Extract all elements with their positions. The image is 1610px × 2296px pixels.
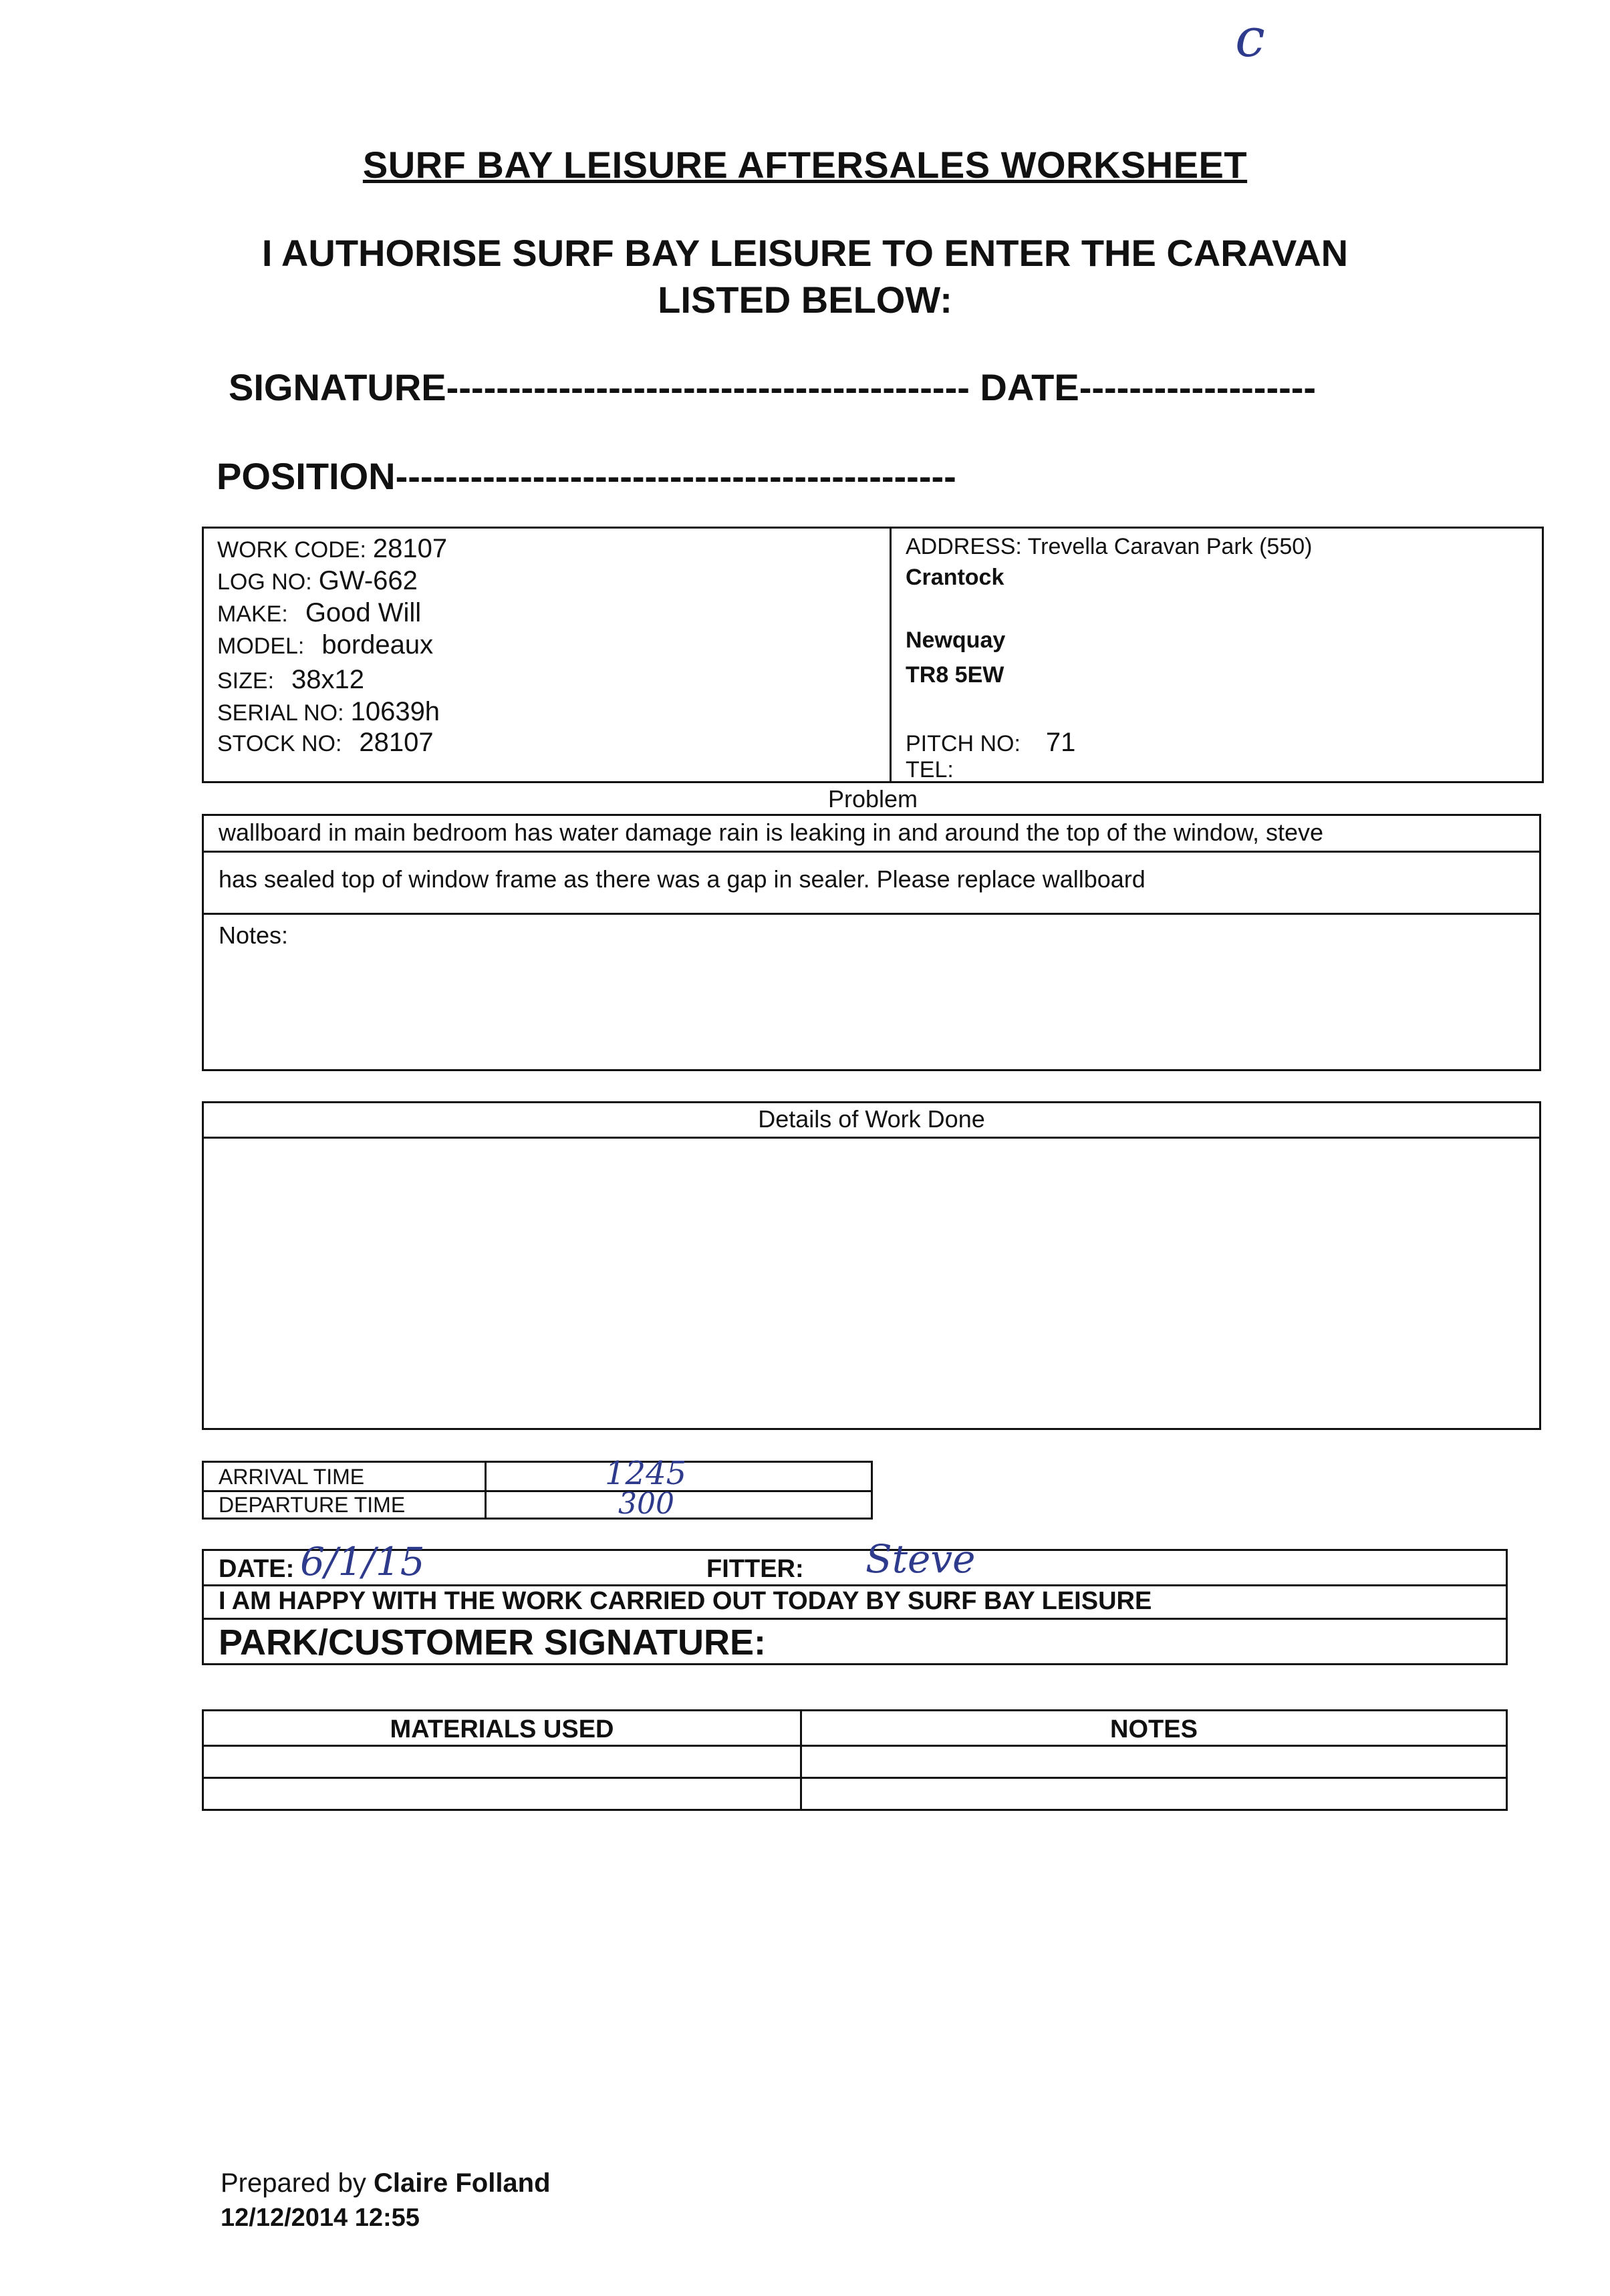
customer-satisfaction-statement: I AM HAPPY WITH THE WORK CARRIED OUT TODAY BY SURF BAY LEISURE [219,1587,1152,1615]
model-label: MODEL: [217,633,305,659]
customer-signature-label: PARK/CUSTOMER SIGNATURE: [219,1622,767,1663]
make-field [217,598,421,628]
date-label: DATE: [219,1555,295,1583]
log-no-value: GW-662 [318,566,418,595]
address-postcode: TR8 5EW [906,662,1004,688]
corner-handwritten-mark: c [1235,7,1265,69]
log-no-field [217,566,418,596]
authorisation-signature-date-line[interactable]: SIGNATURE------------------------------------------ DATE------------------- [229,366,1317,408]
signoff-divider-2 [204,1618,1506,1620]
prepared-by-label: Prepared by [221,2168,366,2198]
problem-line-2: has sealed top of window frame as there was a gap in sealer. Please replace wallboard [204,853,1539,915]
signoff-box [202,1536,1508,1665]
materials-notes-header: NOTES [1110,1715,1198,1743]
pitch-no-value: 71 [1045,728,1076,757]
make-label: MAKE: [217,601,288,627]
address-park: Trevella Caravan Park (550) [1027,534,1313,559]
fitter-value[interactable]: Steve [865,1536,976,1582]
work-code-value: 28107 [372,534,448,563]
make-value: Good Will [305,598,422,627]
work-code-field [217,534,447,564]
authorisation-line-2: LISTED BELOW: [658,279,952,321]
authorisation-position-line[interactable]: POSITION--------------------------------------------- [217,455,956,497]
departure-time-value[interactable]: 300 [618,1487,674,1521]
pitch-no-field [906,728,1075,758]
address-line-2: Newquay [906,627,1006,653]
stock-no-value: 28107 [359,728,434,757]
serial-no-field [217,697,440,727]
stock-no-field [217,728,434,758]
prepared-by-name: Claire Folland [374,2168,551,2198]
size-value: 38x12 [291,665,365,694]
arrival-time-label: ARRIVAL TIME [219,1465,365,1489]
pitch-no-label: PITCH NO: [906,731,1021,756]
authorisation-statement [0,230,1610,323]
serial-no-value: 10639h [350,697,440,726]
departure-time-label: DEPARTURE TIME [219,1493,406,1517]
date-value[interactable]: 6/1/15 [300,1539,425,1584]
prepared-by [221,2168,551,2198]
model-field [217,630,433,660]
materials-row-divider-2 [204,1777,1506,1779]
signoff-divider-1 [204,1584,1506,1586]
info-box-divider [890,529,892,781]
size-field [217,665,364,695]
materials-table [202,1709,1508,1811]
worksheet-title: SURF BAY LEISURE AFTERSALES WORKSHEET [362,144,1248,186]
address-line-1: Crantock [906,565,1004,590]
materials-used-header: MATERIALS USED [390,1715,614,1743]
notes-label: Notes: [219,921,289,949]
fitter-label: FITTER: [706,1555,804,1583]
authorisation-line-1: I AUTHORISE SURF BAY LEISURE TO ENTER THE CARAVAN [261,232,1349,274]
problem-box [202,814,1541,1071]
log-no-label: LOG NO: [217,569,312,595]
work-done-box[interactable] [202,1101,1541,1430]
tel-label: TEL: [906,757,954,782]
work-done-caption: Details of Work Done [204,1103,1539,1139]
caravan-info-box [202,527,1544,783]
problem-line-1: wallboard in main bedroom has water damage rain is leaking in and around the top of the window, steve [204,816,1539,853]
model-value: bordeaux [321,630,434,660]
prepared-timestamp: 12/12/2014 12:55 [221,2204,420,2232]
serial-no-label: SERIAL NO: [217,700,344,726]
work-code-label: WORK CODE: [217,537,366,563]
times-table [202,1455,873,1521]
arrival-time-value[interactable]: 1245 [605,1455,687,1492]
address-field [906,534,1312,560]
address-label: ADDRESS: [906,534,1022,559]
materials-row-divider-1 [204,1745,1506,1747]
stock-no-label: STOCK NO: [217,731,342,756]
size-label: SIZE: [217,668,275,694]
problem-caption: Problem [827,785,918,813]
